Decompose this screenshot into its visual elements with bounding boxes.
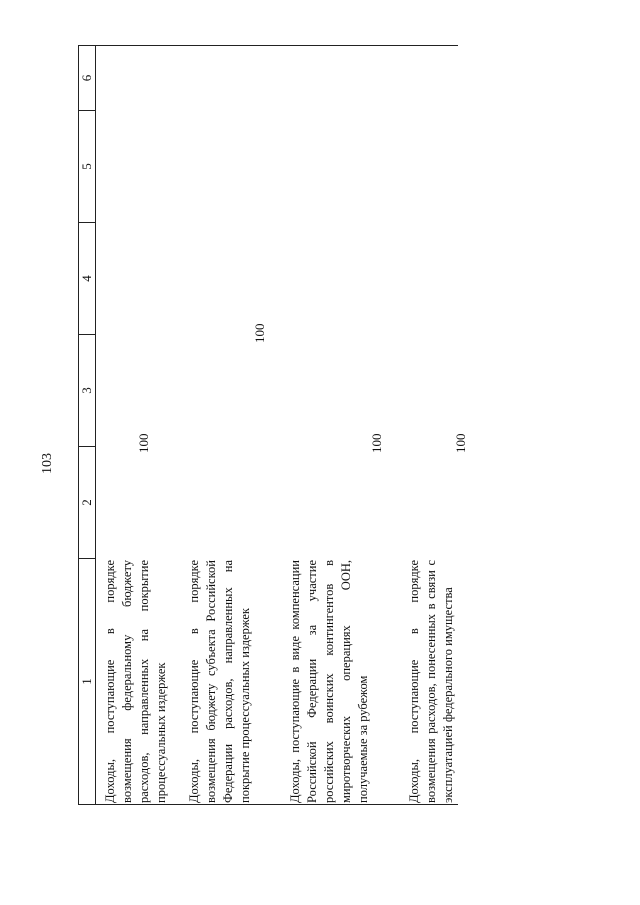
row-1-description: Доходы, поступающие в порядке возмещения федеральному бюджету расходов, направленных на покрытие процессуальных издержек xyxy=(103,560,168,803)
header-col-1: 1 xyxy=(79,558,95,804)
header-col-4: 4 xyxy=(79,222,95,334)
table-left-border xyxy=(96,804,458,805)
row-2-description: Доходы, поступающие в порядке возмещения бюджету субъекта Российской Федерации расходов, направленных на покрытие процессуальных издержек xyxy=(187,560,252,803)
page-number: 103 xyxy=(40,453,55,474)
header-col-6: 6 xyxy=(79,74,94,82)
revenue-table xyxy=(78,45,468,805)
header-col-3: 3 xyxy=(79,334,95,446)
row-3-col-2: 100 xyxy=(369,433,384,453)
row-1-col-2: 100 xyxy=(136,433,151,453)
table-frame xyxy=(78,45,468,805)
header-col-2: 2 xyxy=(79,446,95,558)
row-4-description: Доходы, поступающие в порядке возмещения расходов, понесенных в связи с эксплуатацией федерального имущества xyxy=(407,560,455,803)
row-3-description: Доходы, поступающие в виде компенсации Российской Федерации за участие российских воинских контингентов в миротворческих операциях ООН, получаемые за рубежом xyxy=(288,560,370,803)
table-header-row xyxy=(78,45,96,805)
header-col-5: 5 xyxy=(79,110,95,222)
row-2-col-3: 100 xyxy=(252,323,267,343)
table-right-border xyxy=(96,45,458,46)
row-4-col-2: 100 xyxy=(453,433,468,453)
